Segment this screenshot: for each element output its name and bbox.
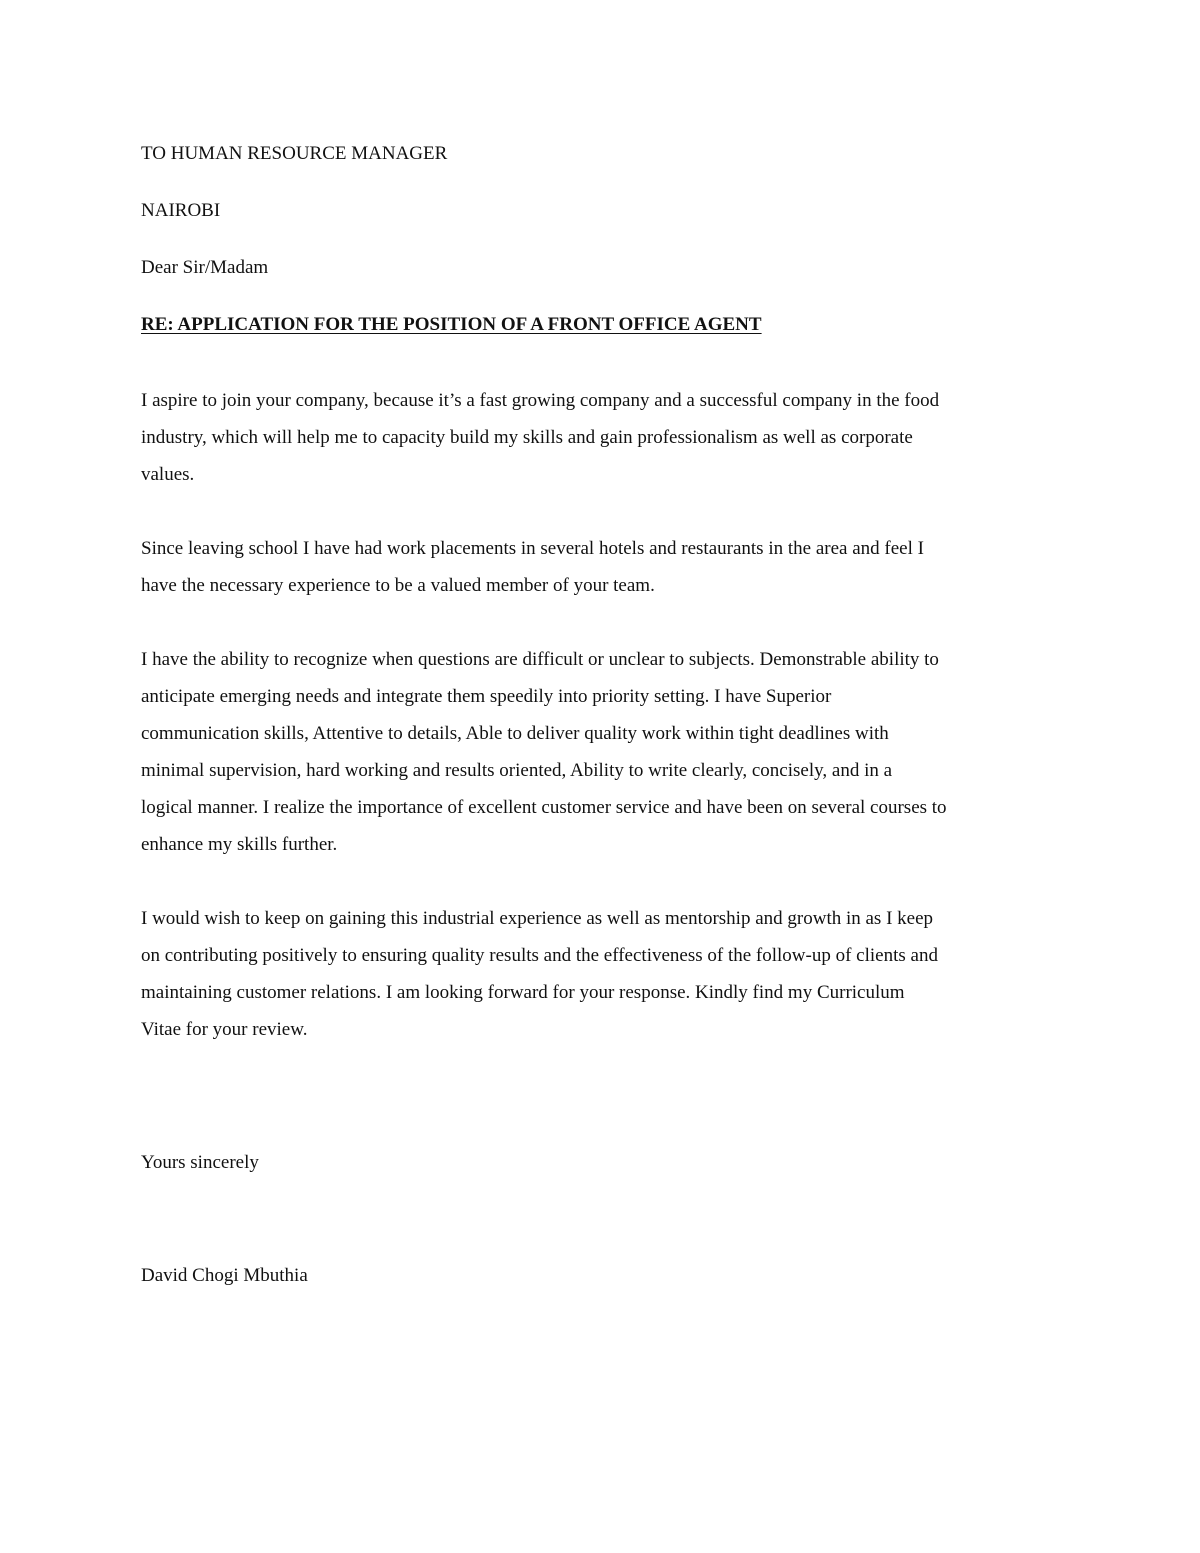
paragraph-line: enhance my skills further. [141, 834, 338, 855]
paragraph-line: maintaining customer relations. I am looking forward for your response. Kindly find my Curriculum [141, 982, 905, 1003]
paragraph-line: I would wish to keep on gaining this industrial experience as well as mentorship and growth in as I keep [141, 908, 934, 929]
paragraph-line: on contributing positively to ensuring quality results and the effectiveness of the follow-up of clients and [141, 945, 938, 966]
salutation: Dear Sir/Madam [141, 257, 269, 278]
paragraph-motivation [141, 382, 1071, 493]
paragraph-line: communication skills, Attentive to details, Able to deliver quality work within tight deadlines with [141, 723, 889, 744]
paragraph-line: values. [141, 464, 195, 485]
paragraph-line: have the necessary experience to be a valued member of your team. [141, 575, 655, 596]
paragraph-experience [141, 530, 1071, 604]
city-line: NAIROBI [141, 200, 221, 221]
paragraph-line: Vitae for your review. [141, 1019, 308, 1040]
recipient-line: TO HUMAN RESOURCE MANAGER [141, 143, 448, 164]
paragraph-line: logical manner. I realize the importance of excellent customer service and have been on several courses to [141, 797, 947, 818]
signature-name: David Chogi Mbuthia [141, 1265, 308, 1286]
paragraph-goals [141, 900, 1071, 1048]
paragraph-line: Since leaving school I have had work placements in several hotels and restaurants in the area and feel I [141, 538, 924, 559]
paragraph-line: anticipate emerging needs and integrate them speedily into priority setting. I have Superior [141, 686, 832, 707]
paragraph-line: I have the ability to recognize when questions are difficult or unclear to subjects. Demonstrable ability to [141, 649, 939, 670]
closing: Yours sincerely [141, 1152, 259, 1173]
paragraph-skills [141, 641, 1071, 863]
paragraph-line: industry, which will help me to capacity build my skills and gain professionalism as well as corporate [141, 427, 913, 448]
subject-line: RE: APPLICATION FOR THE POSITION OF A FRONT OFFICE AGENT [141, 314, 762, 335]
paragraph-line: minimal supervision, hard working and results oriented, Ability to write clearly, concisely, and in a [141, 760, 893, 781]
paragraph-line: I aspire to join your company, because it’s a fast growing company and a successful company in the food [141, 390, 940, 411]
